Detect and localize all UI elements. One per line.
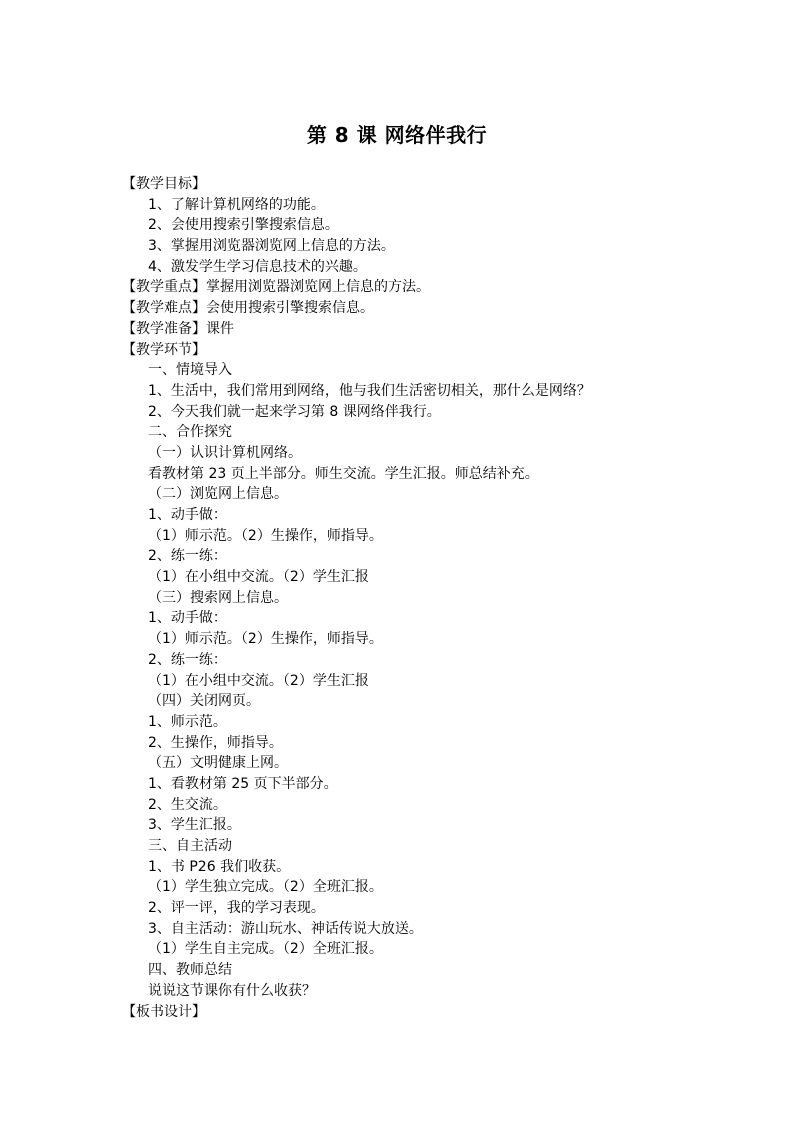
- body-line: （一）认识计算机网络。: [148, 444, 302, 461]
- body-line: 2、生交流。: [148, 796, 227, 813]
- lesson-title: 第 8 课 网络伴我行: [306, 123, 488, 147]
- body-line: （1）师示范。（2）生操作，师指导。: [148, 527, 383, 544]
- body-line: 四、教师总结: [148, 962, 232, 979]
- body-line: （1）学生独立完成。（2）全班汇报。: [148, 879, 383, 896]
- body-line: 2、练一练：: [148, 548, 227, 565]
- body-line: 2、会使用搜索引擎搜索信息。: [148, 217, 339, 234]
- body-line: （1）师示范。（2）生操作，师指导。: [148, 631, 383, 648]
- body-line: （三）搜索网上信息。: [148, 589, 288, 606]
- body-line: 2、今天我们就一起来学习第 8 课网络伴我行。: [148, 403, 441, 420]
- body-line: 1、生活中，我们常用到网络，他与我们生活密切相关，那什么是网络？: [148, 382, 591, 399]
- body-line: 1、动手做：: [148, 507, 227, 523]
- section-heading-line: 【教学目标】: [122, 176, 206, 192]
- body-line: 2、评一评，我的学习表现。: [148, 900, 325, 917]
- section-heading-line: 【教学准备】课件: [122, 320, 234, 337]
- body-line: （四）关闭网页。: [148, 693, 260, 710]
- body-line: 说说这节课你有什么收获？: [148, 982, 316, 999]
- section-heading-line: 【教学环节】: [122, 341, 206, 358]
- body-line: 1、动手做：: [148, 610, 227, 627]
- body-line: 1、书 P26 我们收获。: [148, 858, 291, 875]
- body-line: 4、激发学生学习信息技术的兴趣。: [148, 258, 367, 275]
- body-line: 1、了解计算机网络的功能。: [148, 196, 325, 213]
- section-heading-line: 【教学重点】掌握用浏览器浏览网上信息的方法。: [122, 279, 430, 296]
- body-line: 3、掌握用浏览器浏览网上信息的方法。: [148, 238, 395, 255]
- body-line: 看教材第 23 页上半部分。师生交流。学生汇报。师总结补充。: [148, 465, 539, 482]
- body-line: （1）学生自主完成。（2）全班汇报。: [148, 941, 383, 958]
- body-line: （1）在小组中交流。（2）学生汇报: [148, 569, 369, 586]
- body-line: 1、看教材第 25 页下半部分。: [148, 775, 338, 792]
- body-line: 2、练一练：: [148, 651, 227, 668]
- body-line: 三、自主活动: [148, 838, 232, 854]
- lesson-plan-body: [122, 174, 682, 1022]
- body-line: （1）在小组中交流。（2）学生汇报: [148, 672, 369, 689]
- section-heading-line: 【教学难点】会使用搜索引擎搜索信息。: [122, 300, 374, 317]
- body-line: 3、学生汇报。: [148, 817, 241, 834]
- body-line: （二）浏览网上信息。: [148, 486, 288, 503]
- body-line: 1、师示范。: [148, 713, 227, 730]
- section-heading-line: 【板书设计】: [122, 1003, 206, 1020]
- body-line: 3、自主活动：游山玩水、神话传说大放送。: [148, 920, 423, 937]
- body-line: 2、生操作，师指导。: [148, 734, 283, 751]
- body-line: 一、情境导入: [148, 362, 232, 379]
- body-line: 二、合作探究: [148, 424, 232, 441]
- body-line: （五）文明健康上网。: [148, 755, 288, 772]
